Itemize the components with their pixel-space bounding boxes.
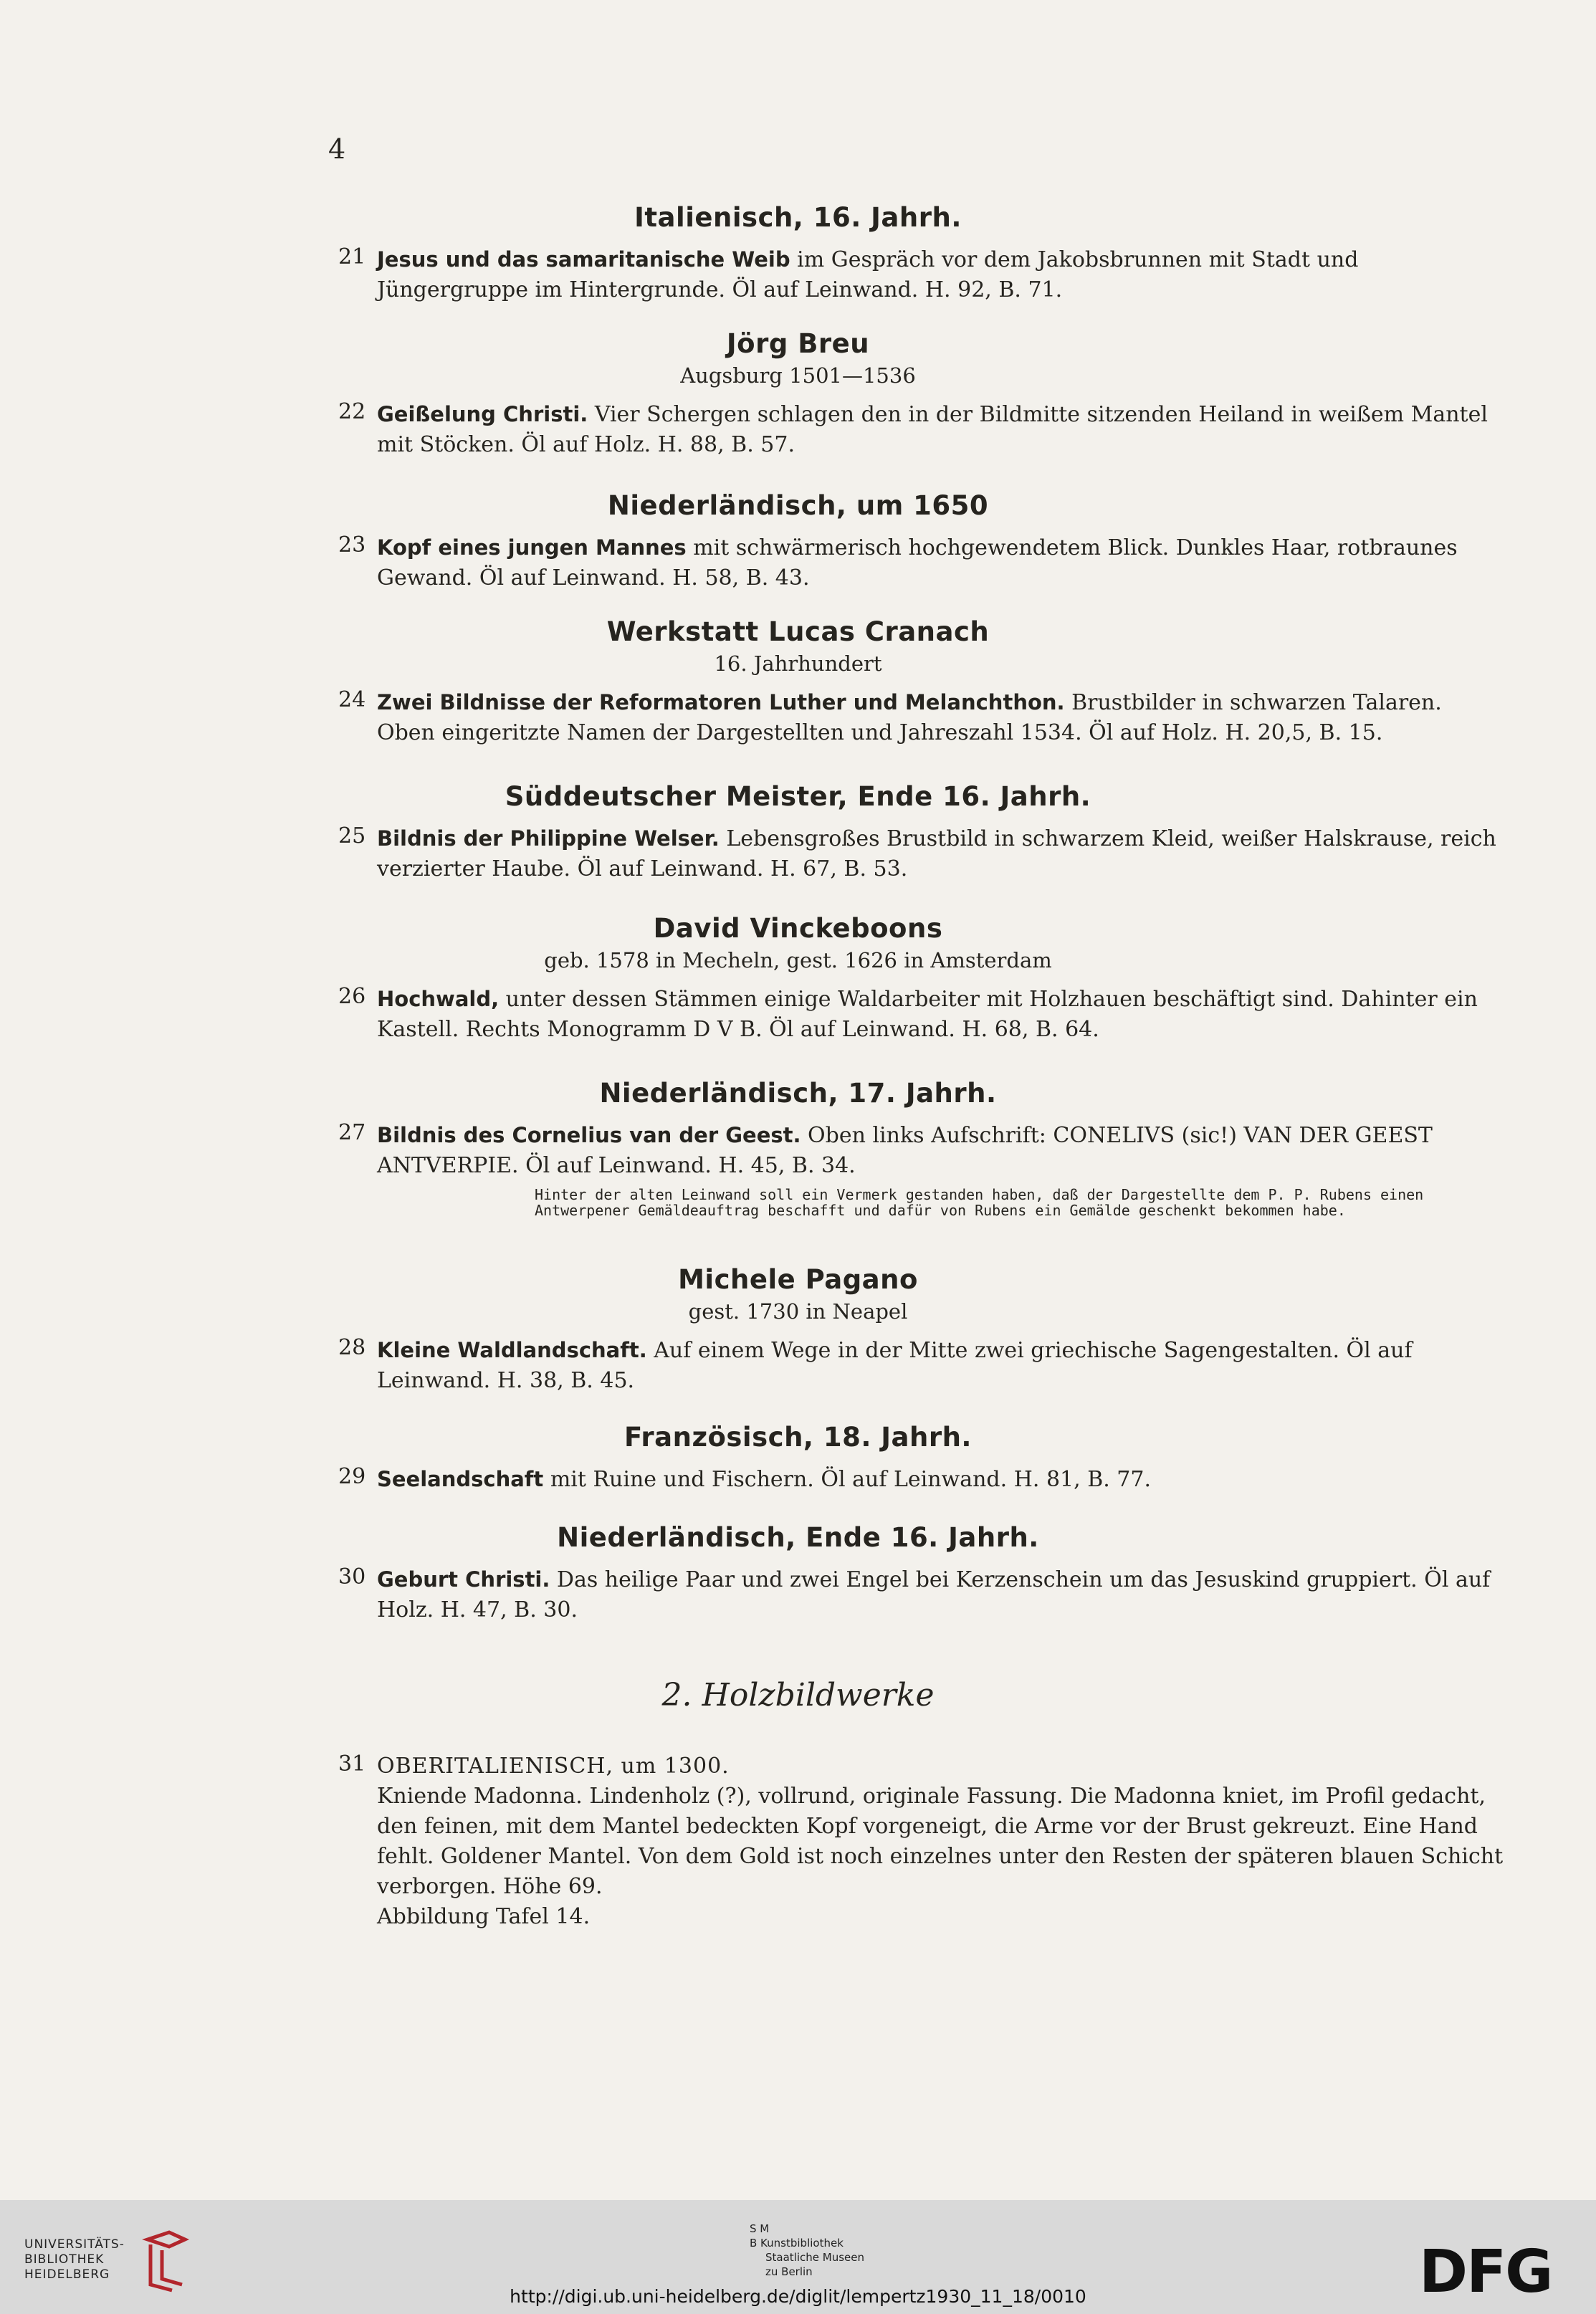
catalog-entry (0, 1564, 1596, 1625)
catalog-entry (0, 1464, 1596, 1495)
entry-title: Seelandschaft (377, 1467, 544, 1491)
entry-illustration-ref: Abbildung Tafel 14. (377, 1904, 591, 1929)
catalog-section (0, 328, 1596, 460)
catalog-entry (0, 984, 1596, 1045)
entry-number: 29 (338, 1464, 366, 1489)
section-artist-dates: Augsburg 1501—1536 (680, 363, 916, 388)
entry-title: Hochwald, (377, 987, 500, 1011)
ub-heidelberg-logo: UNIVERSITÄTS- BIBLIOTHEK HEIDELBERG (24, 2237, 125, 2282)
catalog-entry (0, 687, 1596, 748)
footer-bar (0, 2200, 1596, 2314)
entry-title: Jesus und das samaritanische Weib (377, 247, 790, 272)
entry-number: 31 (338, 1751, 366, 1777)
entry-description: Kniende Madonna. Lindenholz (?), vollrund, originale Fassung. Die Madonna kniet, im Profil gedacht, den feinen, mit dem Mantel bedeckten Kopf vorgeneigt, die Arme vor der Brust gekreuzt. Eine Hand fehlt. Goldener Mantel. Von dem Gold ist noch einzelnes unter den Resten der späteren blauen Schicht verborgen. Höhe 69. (377, 1784, 1504, 1899)
entry-description: mit Ruine und Fischern. Öl auf Leinwand. H. 81, B. 77. (543, 1467, 1152, 1492)
catalog-section (0, 1522, 1596, 1625)
section-artist-heading: Niederländisch, Ende 16. Jahrh. (557, 1522, 1039, 1553)
section-artist-heading: Süddeutscher Meister, Ende 16. Jahrh. (505, 781, 1091, 812)
entry-description: Lebensgroßes Brustbild in schwarzem Kleid, weißer Halskrause, reich verzierter Haube. Öl auf Leinwand. H. 67, B. 53. (377, 826, 1496, 881)
entry-description: Das heilige Paar und zwei Engel bei Kerzenschein um das Jesuskind gruppiert. Öl auf Holz. H. 47, B. 30. (377, 1567, 1491, 1622)
entry-number: 21 (338, 244, 366, 269)
catalog-entry (0, 399, 1596, 460)
catalog-entry (0, 1335, 1596, 1396)
section-artist-heading: David Vinckeboons (653, 913, 943, 944)
section-artist-heading: Niederländisch, um 1650 (607, 490, 989, 521)
entry-title: Zwei Bildnisse der Reformatoren Luther und Melanchthon. (377, 690, 1065, 714)
entry-footnote: Hinter der alten Leinwand soll ein Vermerk gestanden haben, daß der Dargestellte dem P. P. Rubens einen Antwerpener Gemäldeauftrag beschafft und dafür von Rubens ein Gemälde geschenkt bekommen habe. (535, 1186, 1424, 1219)
catalog-section (0, 1264, 1596, 1396)
section-heading-holzbildwerke: 2. Holzbildwerke (661, 1677, 935, 1713)
catalog-section (0, 913, 1596, 1045)
section-artist-heading: Michele Pagano (678, 1264, 918, 1295)
smb-kunstbibliothek-logo: S M B Kunstbibliothek Staatliche Museen zu Berlin (750, 2222, 864, 2278)
catalog-entry (0, 532, 1596, 593)
ub-logo-mark-icon (140, 2229, 191, 2293)
entry-description: mit schwärmerisch hochgewendetem Blick. Dunkles Haar, rotbraunes Gewand. Öl auf Leinwand. H. 58, B. 43. (377, 535, 1458, 591)
section-artist-heading: Italienisch, 16. Jahrh. (634, 202, 962, 233)
entry-title: Bildnis der Philippine Welser. (377, 826, 720, 851)
entry-number: 30 (338, 1564, 366, 1589)
entry-title: Kleine Waldlandschaft. (377, 1338, 647, 1362)
section-artist-dates: gest. 1730 in Neapel (688, 1299, 908, 1324)
entry-number: 22 (338, 399, 366, 424)
entry-description: Brustbilder in schwarzen Talaren. Oben eingeritzte Namen der Dargestellten und Jahreszahl 1534. Öl auf Holz. H. 20,5, B. 15. (377, 690, 1442, 745)
entry-description: Vier Schergen schlagen den in der Bildmitte sitzenden Heiland in weißem Mantel mit Stöcken. Öl auf Holz. H. 88, B. 57. (377, 402, 1488, 457)
page-number: 4 (328, 133, 346, 165)
entry-title: Geißelung Christi. (377, 402, 588, 426)
catalog-entry-31 (0, 1751, 1596, 1932)
entry-description: Auf einem Wege in der Mitte zwei griechische Sagengestalten. Öl auf Leinwand. H. 38, B. 45. (377, 1338, 1413, 1393)
entry-origin: OBERITALIENISCH, um 1300. (377, 1754, 730, 1779)
catalog-section (0, 202, 1596, 305)
entry-number: 23 (338, 532, 366, 558)
section-artist-dates: geb. 1578 in Mecheln, gest. 1626 in Amsterdam (544, 948, 1052, 972)
permalink-url[interactable]: http://digi.ub.uni-heidelberg.de/diglit/lempertz1930_11_18/0010 (510, 2286, 1086, 2307)
entry-number: 25 (338, 823, 366, 848)
catalog-entry (0, 244, 1596, 305)
entry-description: Oben links Aufschrift: CONELIVS (sic!) VAN DER GEEST ANTVERPIE. Öl auf Leinwand. H. 45, B. 34. (377, 1123, 1433, 1178)
section-artist-heading: Werkstatt Lucas Cranach (606, 616, 990, 647)
section-artist-heading: Niederländisch, 17. Jahrh. (599, 1078, 997, 1109)
section-artist-heading: Jörg Breu (726, 328, 870, 359)
catalog-section (0, 1422, 1596, 1495)
catalog-entry (0, 823, 1596, 884)
catalog-entry (0, 1120, 1596, 1218)
entry-description: unter dessen Stämmen einige Waldarbeiter mit Holzhauen beschäftigt sind. Dahinter ein Kastell. Rechts Monogramm D V B. Öl auf Leinwand. H. 68, B. 64. (377, 987, 1478, 1042)
entry-number: 27 (338, 1120, 366, 1145)
entry-number: 24 (338, 687, 366, 712)
entry-title: Kopf eines jungen Mannes (377, 535, 687, 560)
catalog-section (0, 781, 1596, 884)
entry-number: 28 (338, 1335, 366, 1360)
section-artist-heading: Französisch, 18. Jahrh. (623, 1422, 972, 1453)
entry-title: Bildnis des Cornelius van der Geest. (377, 1123, 801, 1147)
entry-number: 26 (338, 984, 366, 1009)
dfg-logo: DFG (1419, 2238, 1552, 2306)
catalog-section (0, 490, 1596, 593)
entry-title: Geburt Christi. (377, 1567, 550, 1592)
entry-description: im Gespräch vor dem Jakobsbrunnen mit Stadt und Jüngergruppe im Hintergrunde. Öl auf Leinwand. H. 92, B. 71. (377, 247, 1359, 302)
catalog-section (0, 1078, 1596, 1218)
catalog-section (0, 616, 1596, 748)
section-artist-dates: 16. Jahrhundert (714, 651, 882, 676)
